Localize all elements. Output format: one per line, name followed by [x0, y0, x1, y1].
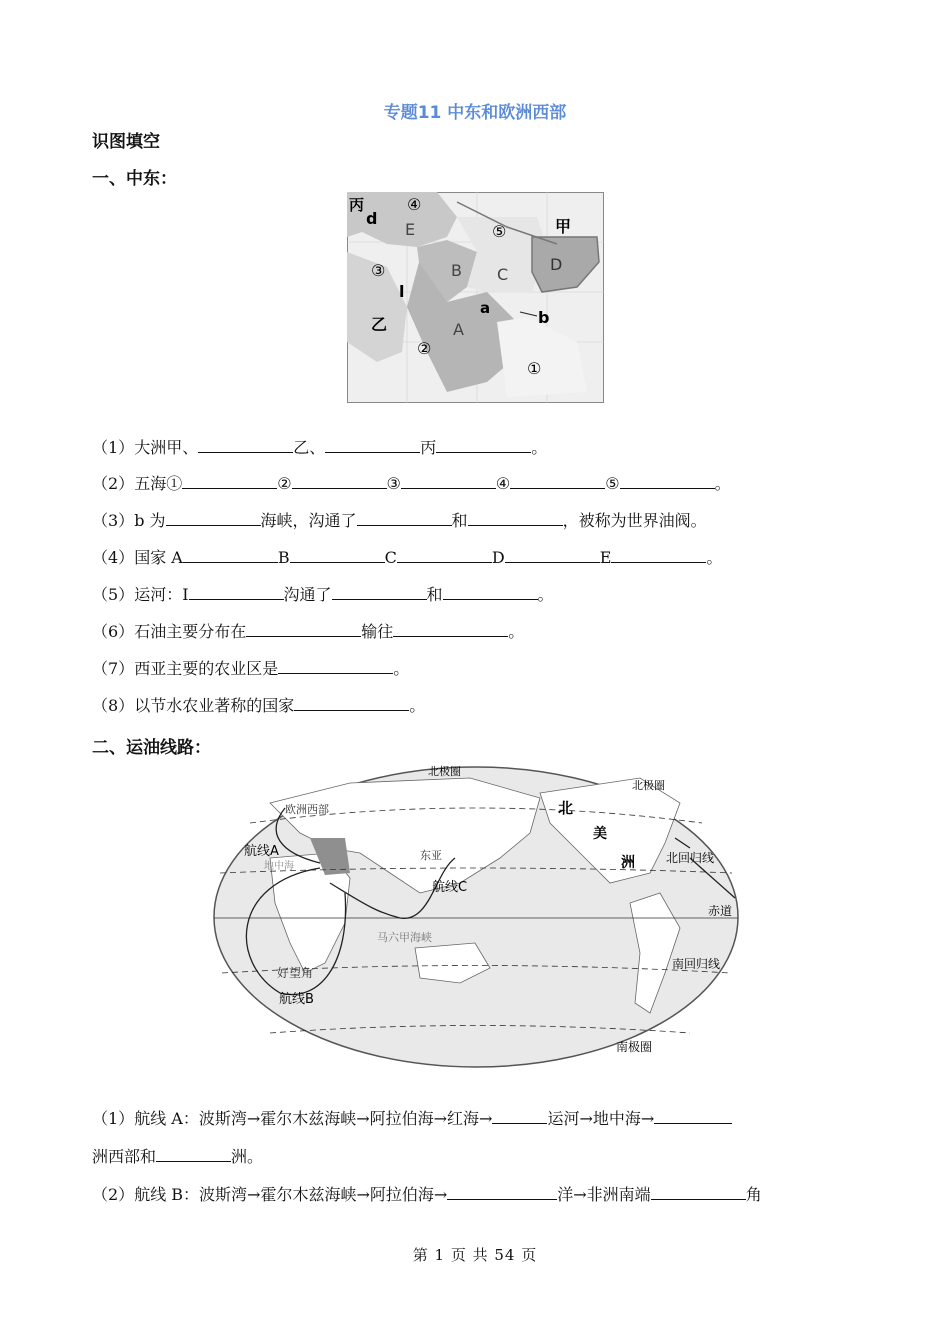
answer-blank[interactable] — [436, 437, 531, 453]
page-title: 专题11 中东和欧洲西部 — [383, 103, 567, 123]
map-label-tropic-capricorn: 南回归线 — [672, 957, 721, 971]
map-label-north-polar: 北极圈 — [428, 765, 461, 778]
map-label-tropic-cancer: 北回归线 — [666, 851, 715, 865]
answer-blank[interactable] — [182, 473, 277, 489]
answer-blank[interactable] — [468, 510, 563, 526]
map-label-south-polar: 南极圈 — [616, 1040, 653, 1054]
answer-blank[interactable] — [447, 1184, 557, 1200]
answer-blank[interactable] — [156, 1146, 231, 1162]
answer-blank[interactable] — [492, 1108, 547, 1124]
answer-blank[interactable] — [505, 547, 600, 563]
answer-blank[interactable] — [183, 547, 278, 563]
map-label-d-lower: d — [366, 209, 378, 228]
answer-blank[interactable] — [325, 437, 420, 453]
question-1-1: （1）大洲甲、 乙、 丙 。 — [92, 438, 548, 457]
map-label-jia: 甲 — [555, 217, 572, 236]
map-label-four: ④ — [407, 195, 422, 214]
question-2-1: （1）航线 A：波斯湾→霍尔木兹海峡→阿拉伯海→红海→ 运河→地中海→ — [92, 1108, 732, 1129]
answer-blank[interactable] — [611, 547, 706, 563]
map-label-yi: 乙 — [371, 315, 388, 334]
map-label-five: ⑤ — [492, 222, 507, 241]
map-label-mediterranean: 地中海 — [264, 861, 294, 872]
answer-blank[interactable] — [189, 584, 284, 600]
answer-blank[interactable] — [357, 510, 452, 526]
question-2-1-cont: 洲西部和 洲。 — [92, 1147, 264, 1166]
map-label-america-zhou: 洲 — [621, 855, 635, 871]
answer-blank[interactable] — [332, 584, 427, 600]
question-1-5: （5）运河：I 沟通了 和 。 — [92, 585, 554, 604]
map-label-A: A — [453, 320, 464, 339]
map-label-one: ① — [527, 359, 542, 378]
answer-blank[interactable] — [401, 473, 496, 489]
map-label-bing: 丙 — [349, 196, 365, 214]
question-1-4: （4）国家 A B C D E 。 — [92, 548, 723, 567]
question-1-2: （2）五海① ② ③ ④ ⑤ 。 — [92, 474, 731, 493]
map-label-route-c: 航线C — [432, 880, 468, 895]
question-2-2: （2）航线 B：波斯湾→霍尔木兹海峡→阿拉伯海→ 洋→非洲南端 角 — [92, 1185, 762, 1204]
answer-blank[interactable] — [654, 1108, 732, 1124]
section1-heading: 一、中东： — [92, 169, 177, 189]
answer-blank[interactable] — [620, 473, 715, 489]
map-label-route-a: 航线A — [244, 844, 279, 859]
oil-route-world-map — [210, 763, 742, 1071]
map-label-b-lower: b — [538, 308, 550, 327]
answer-blank[interactable] — [166, 510, 261, 526]
question-1-6: （6）石油主要分布在 输往 。 — [92, 622, 525, 641]
answer-blank[interactable] — [290, 547, 385, 563]
map-label-north-polar-east: 北极圈 — [632, 779, 665, 792]
answer-blank[interactable] — [651, 1184, 746, 1200]
map-label-D: D — [550, 255, 563, 274]
middle-east-map — [347, 192, 604, 403]
map-label-america-mei: 美 — [593, 826, 607, 842]
question-1-3: （3）b 为 海峡，沟通了 和 ，被称为世界油阀。 — [92, 511, 707, 530]
question-1-8: （8）以节水农业著称的国家 。 — [92, 696, 426, 715]
map-label-l-lower: l — [399, 282, 405, 301]
answer-blank[interactable] — [246, 621, 361, 637]
map-label-north: 北 — [558, 799, 574, 817]
map-label-E: E — [405, 220, 416, 239]
answer-blank[interactable] — [443, 584, 538, 600]
map-label-cape: 好望角 — [277, 966, 314, 980]
answer-blank[interactable] — [397, 547, 492, 563]
answer-blank[interactable] — [292, 473, 387, 489]
section-main-heading: 识图填空 — [92, 132, 160, 152]
answer-blank[interactable] — [393, 621, 508, 637]
map-label-equator: 赤道 — [708, 904, 733, 918]
map-label-three: ③ — [371, 261, 386, 280]
answer-blank[interactable] — [198, 437, 293, 453]
map-label-C: C — [497, 265, 509, 284]
question-1-7: （7）西亚主要的农业区是 。 — [92, 659, 410, 678]
answer-blank[interactable] — [294, 695, 409, 711]
section2-heading: 二、运油线路： — [92, 738, 211, 758]
page-footer: 第 1 页 共 54 页 — [412, 1246, 538, 1264]
map-label-route-b: 航线B — [279, 992, 314, 1007]
map-label-east-asia: 东亚 — [420, 849, 442, 862]
map-label-west-europe: 欧洲西部 — [285, 803, 329, 816]
map-label-two: ② — [417, 339, 432, 358]
map-label-B: B — [451, 261, 462, 280]
answer-blank[interactable] — [510, 473, 605, 489]
map-label-malacca: 马六甲海峡 — [377, 931, 432, 944]
map-label-a-lower: a — [480, 299, 491, 317]
answer-blank[interactable] — [278, 658, 393, 674]
